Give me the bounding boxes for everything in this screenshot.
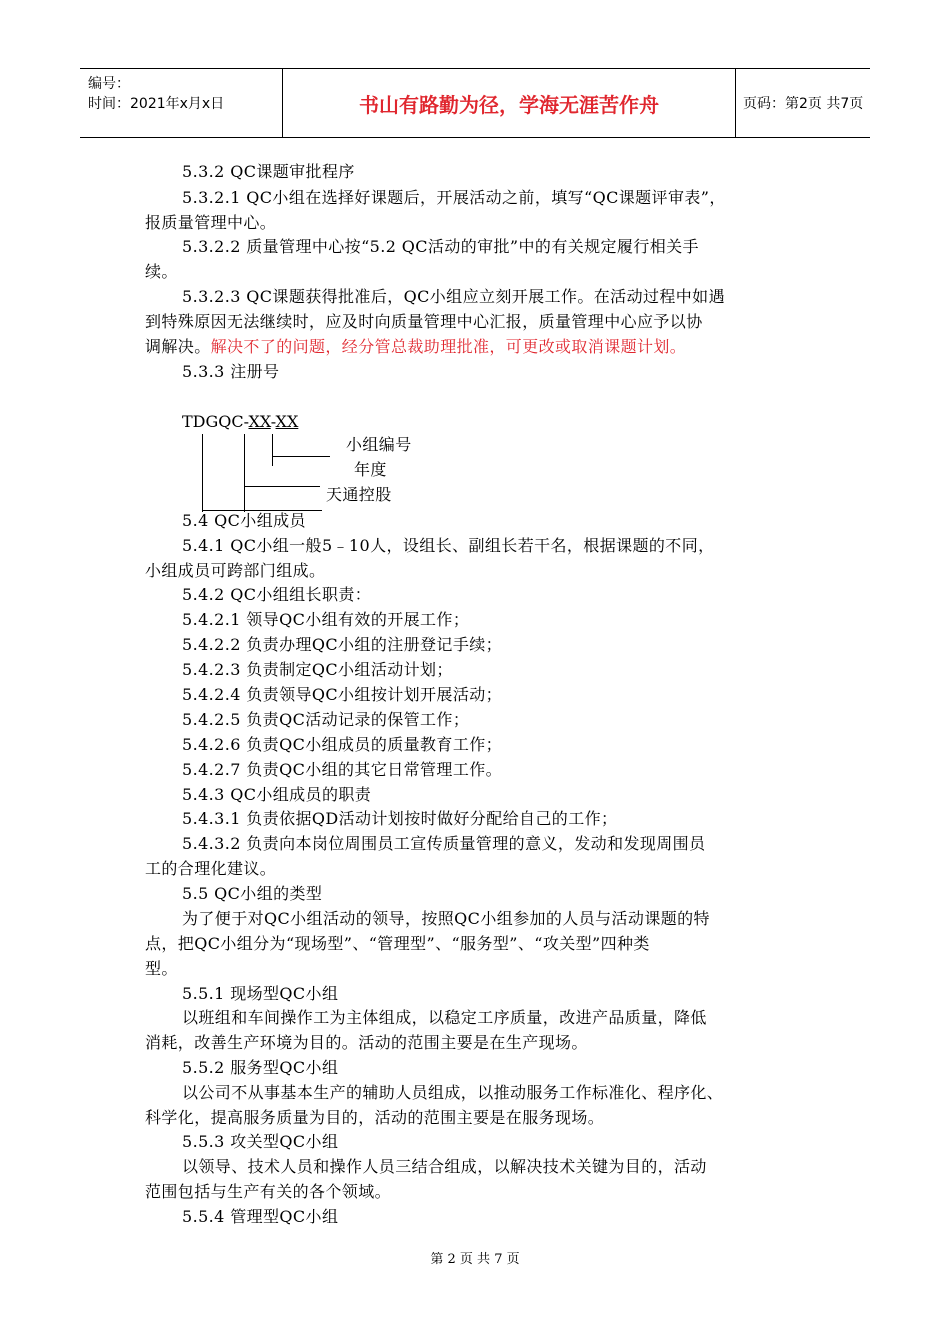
paragraph-line: 工的合理化建议。 <box>145 859 277 878</box>
highlighted-text: 解决不了的问题，经分管总裁助理批准，可更改或取消课题计划。 <box>210 337 687 356</box>
paragraph-line: 范围包括与生产有关的各个领域。 <box>145 1182 392 1201</box>
paragraph-text: 调解决。 <box>145 337 211 356</box>
paragraph-line: 点，把QC小组分为“现场型”、“管理型”、“服务型”、“攻关型”四种类 <box>145 934 650 953</box>
registration-code <box>182 412 298 432</box>
code-prefix: TDGQC- <box>182 412 249 431</box>
list-item: 5.4.2.7 负责QC小组的其它日常管理工作。 <box>182 760 503 779</box>
code-dash: - <box>270 412 276 431</box>
diagram-line <box>272 456 330 457</box>
diagram-line <box>244 434 245 512</box>
section-heading: 5.4 QC小组成员 <box>182 511 306 530</box>
paragraph-line: 消耗，改善生产环境为目的。活动的范围主要是在生产现场。 <box>145 1033 588 1052</box>
paragraph-line: 续。 <box>145 262 178 281</box>
paragraph-line: 以领导、技术人员和操作人员三结合组成，以解决技术关键为目的，活动 <box>182 1157 707 1176</box>
code-year: XX <box>248 412 271 431</box>
page-footer: 第 2 页 共 7 页 <box>430 1252 520 1267</box>
page-header <box>80 68 870 138</box>
section-heading: 5.5.2 服务型QC小组 <box>182 1058 339 1077</box>
paragraph-line: 5.3.2.2 质量管理中心按“5.2 QC活动的审批”中的有关规定履行相关手 <box>182 237 699 256</box>
header-motto: 书山有路勤为径，学海无涯苦作舟 <box>282 69 736 137</box>
section-heading: 5.5 QC小组的类型 <box>182 884 323 903</box>
label-year: 年度 <box>354 460 387 479</box>
section-heading: 5.3.2 QC课题审批程序 <box>182 162 355 181</box>
document-number: 编号： <box>88 76 130 92</box>
paragraph-line: 小组成员可跨部门组成。 <box>145 561 326 580</box>
paragraph-line <box>145 337 686 357</box>
paragraph-line: 报质量管理中心。 <box>145 213 277 232</box>
list-item: 5.4.2.4 负责领导QC小组按计划开展活动； <box>182 685 503 704</box>
list-item: 5.4.3.2 负责向本岗位周围员工宣传质量管理的意义，发动和发现周围员 <box>182 834 706 853</box>
paragraph-line: 为了便于对QC小组活动的领导，按照QC小组参加的人员与活动课题的特 <box>182 909 710 928</box>
diagram-line <box>202 434 203 512</box>
section-heading: 5.4.2 QC小组组长职责： <box>182 585 372 604</box>
paragraph-line: 以公司不从事基本生产的辅助人员组成，以推动服务工作标准化、程序化、 <box>182 1083 724 1102</box>
header-page-info: 页码：第2页 共7页 <box>743 96 864 112</box>
list-item: 5.4.2.2 负责办理QC小组的注册登记手续； <box>182 635 503 654</box>
diagram-line <box>244 486 320 487</box>
paragraph-line: 5.4.1 QC小组一般5﹣10人，设组长、副组长若干名，根据课题的不同， <box>182 536 715 555</box>
section-heading: 5.3.3 注册号 <box>182 362 280 381</box>
paragraph-line: 型。 <box>145 959 178 978</box>
section-heading: 5.5.3 攻关型QC小组 <box>182 1132 339 1151</box>
list-item: 5.4.2.5 负责QC活动记录的保管工作； <box>182 710 470 729</box>
code-group: XX <box>275 412 299 431</box>
paragraph-line: 5.3.2.1 QC小组在选择好课题后，开展活动之前，填写“QC课题评审表”， <box>182 188 726 207</box>
diagram-line <box>272 434 273 466</box>
paragraph-line: 到特殊原因无法继续时，应及时向质量管理中心汇报，质量管理中心应予以协 <box>145 312 703 331</box>
label-company: 天通控股 <box>326 485 392 504</box>
section-heading: 5.4.3 QC小组成员的职责 <box>182 785 372 804</box>
section-heading: 5.5.1 现场型QC小组 <box>182 984 339 1003</box>
label-group-number: 小组编号 <box>346 435 412 454</box>
document-date: 时间：2021年x月x日 <box>88 96 225 112</box>
list-item: 5.4.2.6 负责QC小组成员的质量教育工作； <box>182 735 503 754</box>
section-heading: 5.5.4 管理型QC小组 <box>182 1207 339 1226</box>
list-item: 5.4.2.3 负责制定QC小组活动计划； <box>182 660 453 679</box>
list-item: 5.4.3.1 负责依据QD活动计划按时做好分配给自己的工作； <box>182 809 618 828</box>
paragraph-line: 以班组和车间操作工为主体组成，以稳定工序质量，改进产品质量，降低 <box>182 1008 707 1027</box>
paragraph-line: 科学化，提高服务质量为目的，活动的范围主要是在服务现场。 <box>145 1108 605 1127</box>
list-item: 5.4.2.1 领导QC小组有效的开展工作； <box>182 610 470 629</box>
paragraph-line: 5.3.2.3 QC课题获得批准后，QC小组应立刻开展工作。在活动过程中如遇 <box>182 287 725 306</box>
header-meta-cell <box>80 69 282 137</box>
